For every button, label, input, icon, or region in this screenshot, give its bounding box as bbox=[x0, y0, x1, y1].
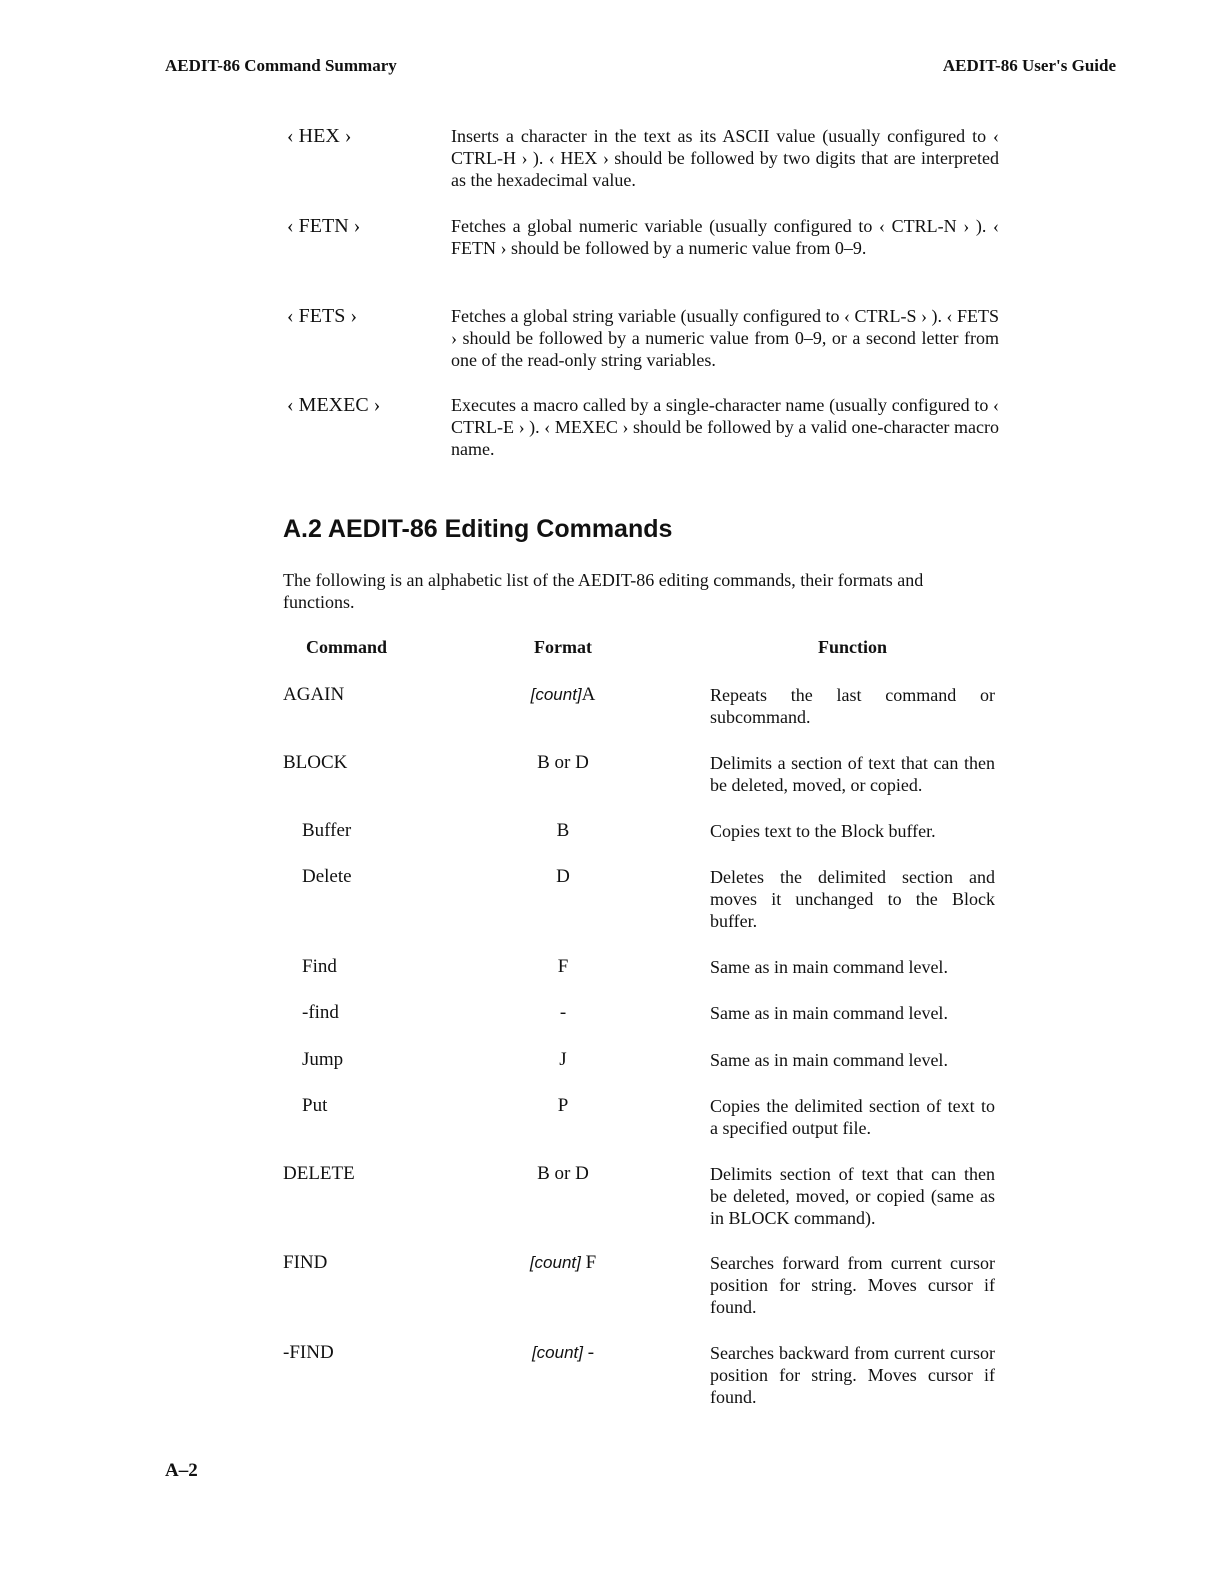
command-function: Deletes the delimited section and moves it unchanged to the Block buffer. bbox=[710, 867, 995, 931]
command-name: Find bbox=[302, 956, 337, 977]
key-description: Executes a macro called by a single-character name (usually configured to ‹ CTRL-E › ). ‹ MEXEC › should be followed by a valid one-character macro name. bbox=[451, 395, 999, 459]
command-function: Repeats the last command or subcommand. bbox=[710, 685, 995, 727]
command-name: BLOCK bbox=[283, 752, 348, 773]
command-function: Copies text to the Block buffer. bbox=[710, 821, 936, 841]
command-format: [count]A bbox=[530, 684, 596, 705]
column-header-function: Function bbox=[817, 637, 887, 657]
command-format: B or D bbox=[537, 752, 589, 773]
command-format: [count] F bbox=[529, 1252, 597, 1273]
command-format: F bbox=[557, 956, 569, 977]
key-description: Fetches a global numeric variable (usually configured to ‹ CTRL-N › ). ‹ FETN › should be followed by a numeric value from 0–9. bbox=[451, 216, 999, 258]
key-name: ‹ HEX › bbox=[287, 125, 352, 147]
section-title: A.2 AEDIT-86 Editing Commands bbox=[283, 515, 673, 543]
command-name: Buffer bbox=[302, 820, 352, 841]
command-format: J bbox=[559, 1049, 567, 1070]
command-format: D bbox=[556, 866, 570, 887]
command-function: Copies the delimited section of text to a specified output file. bbox=[710, 1096, 995, 1138]
command-function: Same as in main command level. bbox=[710, 1003, 948, 1023]
page-number: A–2 bbox=[165, 1460, 198, 1481]
column-header-command: Command bbox=[306, 637, 388, 657]
key-name: ‹ FETN › bbox=[287, 215, 361, 237]
column-header-format: Format bbox=[534, 637, 592, 657]
command-name: -find bbox=[302, 1002, 339, 1023]
command-function: Delimits section of text that can then be deleted, moved, or copied (same as in BLOCK command). bbox=[710, 1164, 995, 1228]
key-description: Inserts a character in the text as its ASCII value (usually configured to ‹ CTRL-H › ). ‹ HEX › should be followed by two digits that are interpreted as the hexadecimal value. bbox=[451, 126, 999, 190]
command-name: FIND bbox=[283, 1252, 328, 1273]
running-header-right: AEDIT-86 User's Guide bbox=[942, 56, 1116, 75]
command-function: Same as in main command level. bbox=[710, 1050, 948, 1070]
running-header-left: AEDIT-86 Command Summary bbox=[165, 56, 397, 75]
command-format: B bbox=[556, 820, 570, 841]
key-name: ‹ FETS › bbox=[287, 305, 357, 327]
command-name: Delete bbox=[302, 866, 352, 887]
command-format: P bbox=[557, 1095, 569, 1116]
key-name: ‹ MEXEC › bbox=[287, 394, 381, 416]
command-function: Same as in main command level. bbox=[710, 957, 948, 977]
command-name: AGAIN bbox=[283, 684, 345, 705]
command-name: Put bbox=[302, 1095, 328, 1116]
command-name: Jump bbox=[302, 1049, 344, 1070]
command-function: Delimits a section of text that can then be deleted, moved, or copied. bbox=[710, 753, 995, 795]
command-format: B or D bbox=[537, 1163, 589, 1184]
command-name: -FIND bbox=[283, 1342, 334, 1363]
key-description: Fetches a global string variable (usually configured to ‹ CTRL-S › ). ‹ FETS › should be followed by a numeric value from 0–9, or a second letter from one of the read-only string variables. bbox=[451, 306, 999, 370]
command-function: Searches backward from current cursor position for string. Moves cursor if found. bbox=[710, 1343, 995, 1407]
command-format: - bbox=[559, 1002, 567, 1023]
command-function: Searches forward from current cursor position for string. Moves cursor if found. bbox=[710, 1253, 995, 1317]
section-intro: The following is an alphabetic list of the AEDIT-86 editing commands, their formats and functions. bbox=[283, 570, 924, 612]
command-format: [count] - bbox=[531, 1342, 595, 1363]
command-name: DELETE bbox=[283, 1163, 355, 1184]
